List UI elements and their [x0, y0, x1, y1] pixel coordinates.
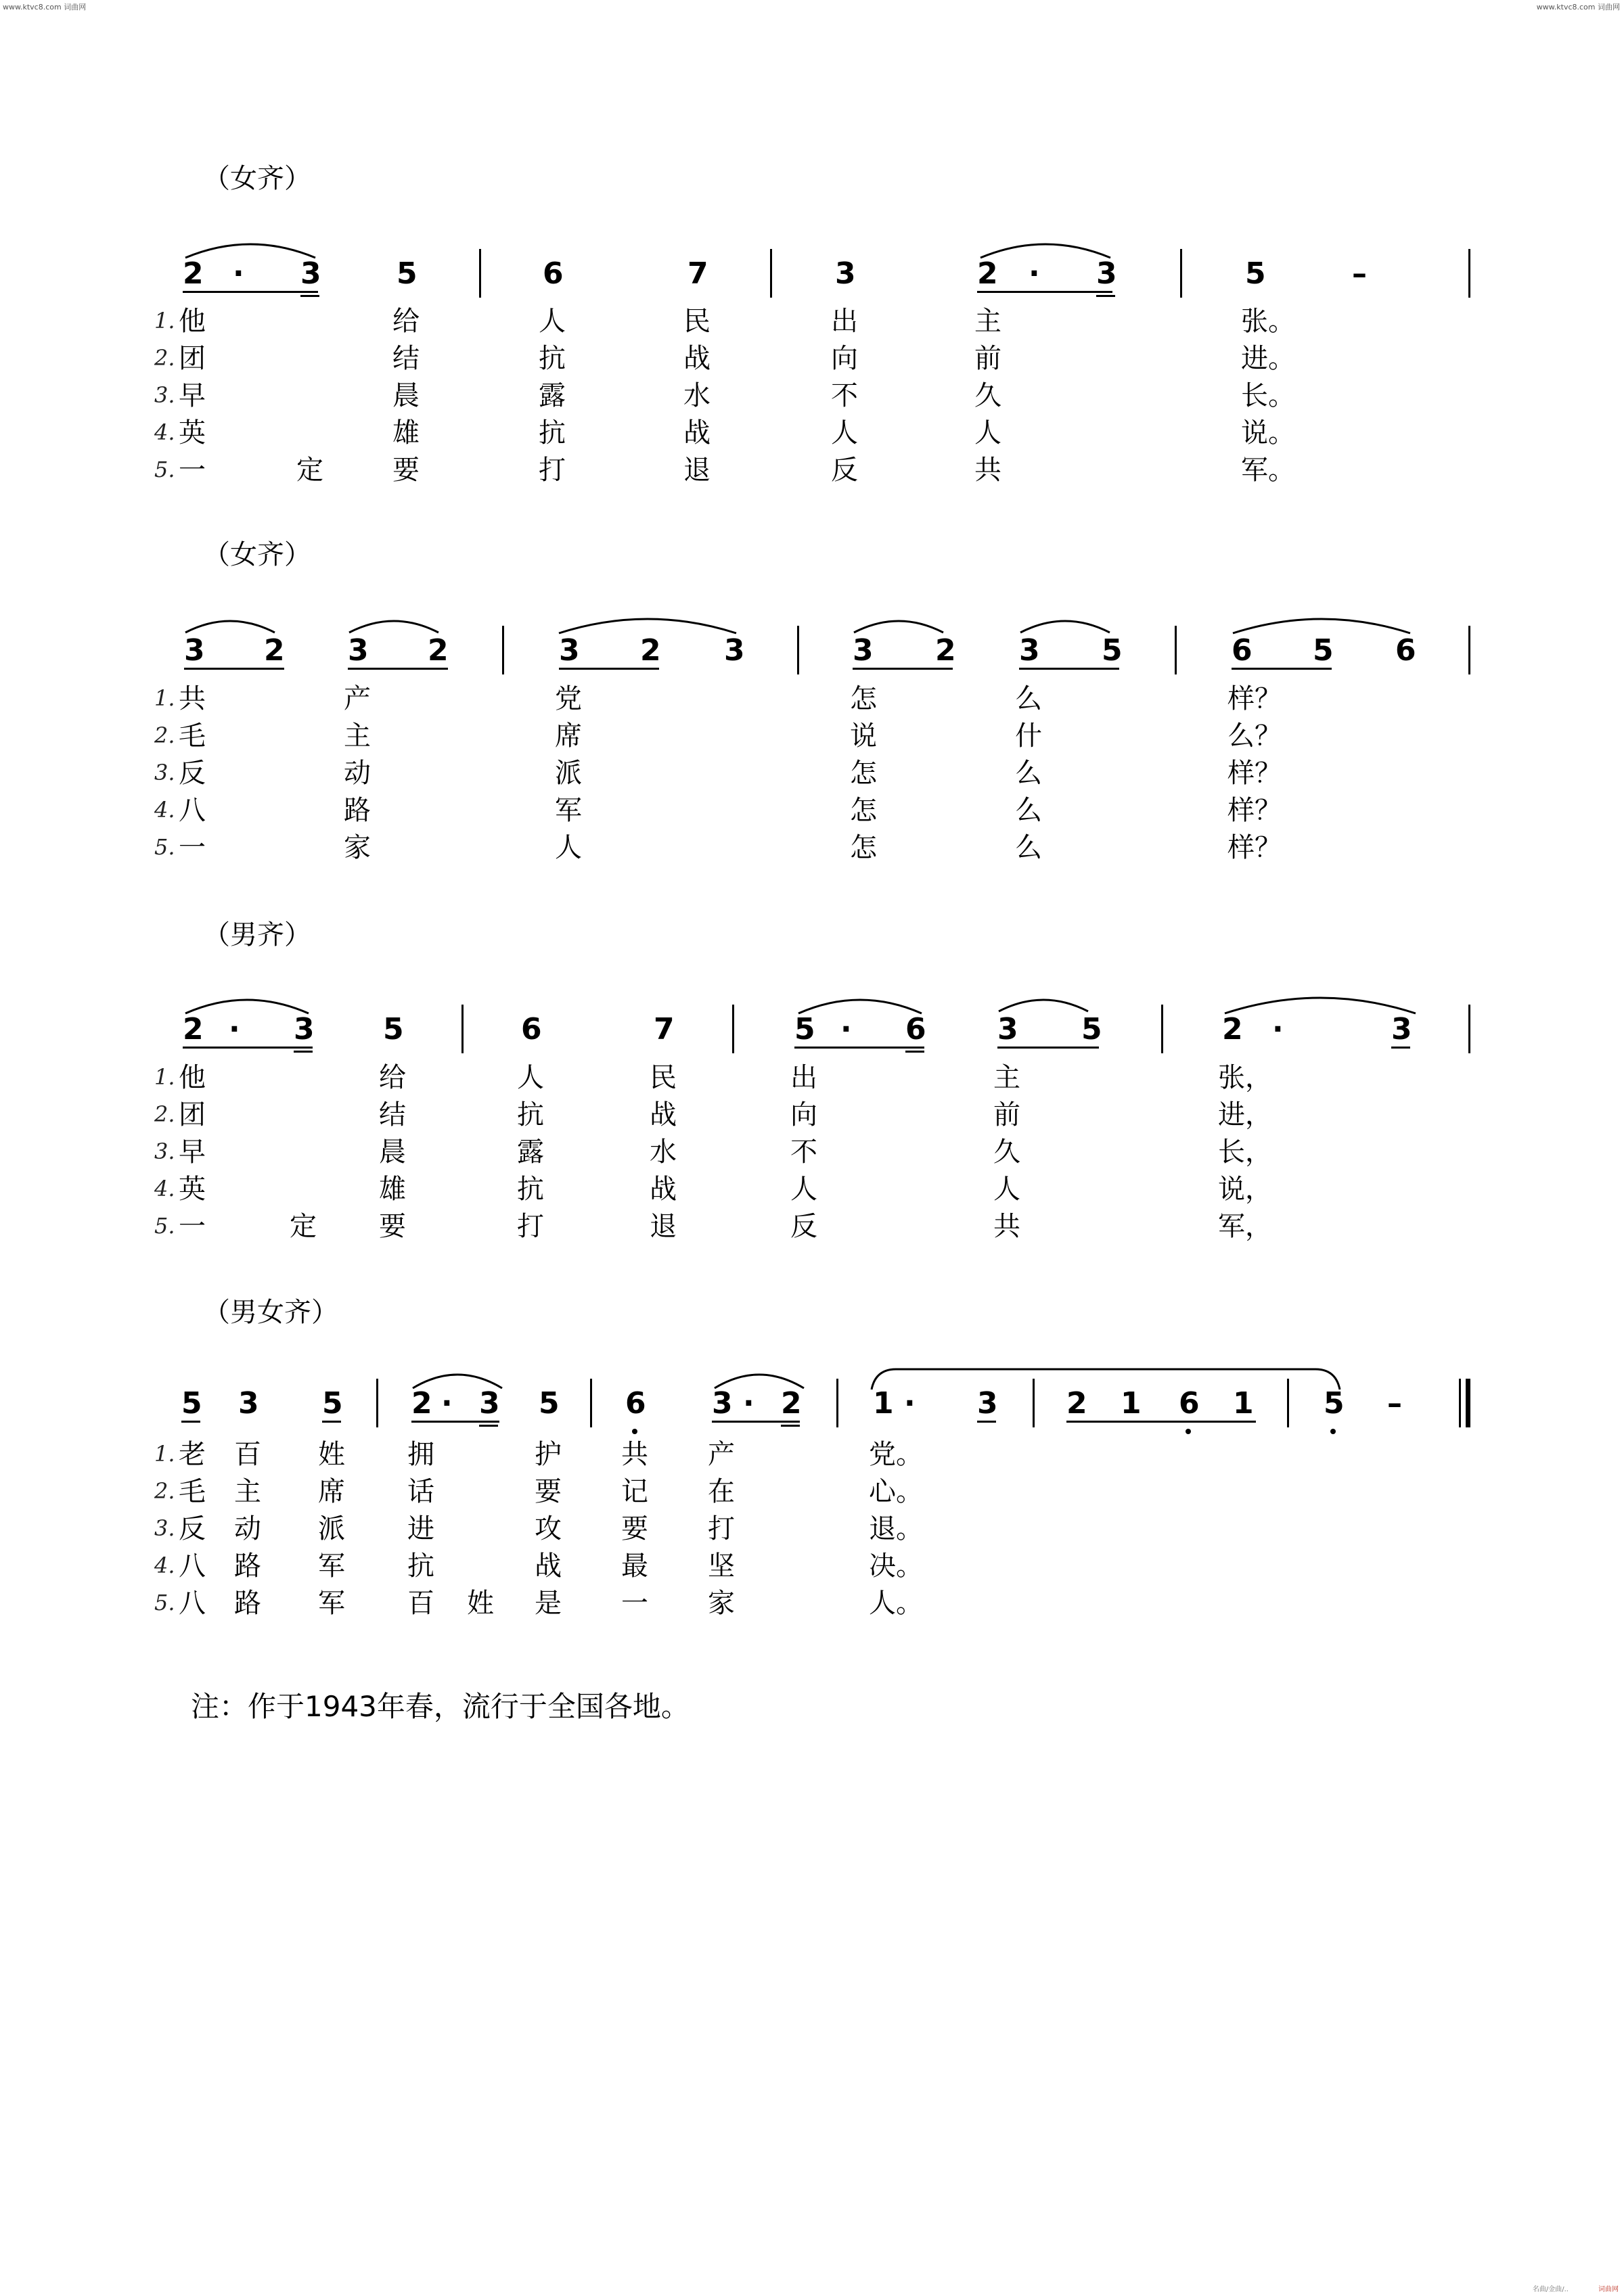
- lyric-char: 共: [974, 455, 1001, 486]
- lyric-char: 说: [850, 720, 877, 752]
- note: 3: [1019, 633, 1040, 668]
- verse-number: 5.: [154, 834, 175, 860]
- lyric-char: 在: [708, 1476, 735, 1507]
- note: 5: [397, 256, 418, 291]
- lyric-char: 主: [234, 1476, 261, 1507]
- lyric-char: 人: [790, 1174, 817, 1205]
- lyric-char: 样？: [1227, 795, 1282, 826]
- slur: [1222, 986, 1418, 1016]
- lyric-char: 心。: [869, 1476, 923, 1507]
- underline: [1096, 295, 1115, 297]
- augmentation-dot: ·: [1029, 256, 1040, 291]
- lyric-char: 人: [555, 832, 582, 863]
- augmentation-dot: ·: [1272, 1012, 1284, 1047]
- lyric-char: 家: [344, 832, 371, 863]
- underline: [712, 1421, 800, 1423]
- lyric-char: 军。: [1241, 455, 1295, 486]
- note: 5: [539, 1386, 560, 1421]
- lyric-char: 打: [539, 455, 566, 486]
- lyric-char: 毛: [179, 720, 206, 752]
- note: 2: [428, 633, 449, 668]
- lyric-char: 共: [993, 1211, 1020, 1242]
- lyric-char: 英: [179, 1174, 206, 1205]
- note: 3: [1096, 256, 1117, 291]
- lyric-char: 么: [1015, 758, 1042, 789]
- lyric-char: 一: [179, 832, 206, 863]
- note: 5: [1102, 633, 1123, 668]
- lyric-char: 长，: [1218, 1136, 1272, 1168]
- lyric-char: 共: [621, 1439, 648, 1470]
- lyric-char: 毛: [179, 1476, 206, 1507]
- verse-number: 4.: [154, 797, 175, 823]
- underline: [411, 1421, 499, 1423]
- underline: [1019, 668, 1119, 670]
- note: 6: [1179, 1386, 1200, 1421]
- lyric-char: 早: [179, 380, 206, 411]
- lyric-char: 民: [650, 1062, 677, 1093]
- lyric-char: 姓: [318, 1439, 345, 1470]
- lyric-char: 主: [993, 1062, 1020, 1093]
- note: 3: [712, 1386, 733, 1421]
- verse-number: 2.: [154, 722, 175, 748]
- lyric-char: 不: [790, 1136, 817, 1168]
- lyric-char: 晨: [379, 1136, 406, 1168]
- note: 6: [905, 1012, 926, 1047]
- underline: [905, 1051, 924, 1053]
- note: 2: [1222, 1012, 1243, 1047]
- slur: [978, 233, 1113, 260]
- barline: [836, 1379, 838, 1427]
- barline: [376, 1379, 378, 1427]
- lyric-char: 路: [344, 795, 371, 826]
- lyric-char: 什: [1015, 720, 1042, 752]
- lyric-char: 打: [708, 1513, 735, 1544]
- lyric-char: 久: [993, 1136, 1020, 1168]
- lyric-char: 退: [683, 455, 710, 486]
- lyric-char: 退。: [869, 1513, 923, 1544]
- lyric-char: 姓: [467, 1588, 494, 1619]
- underline: [184, 668, 284, 670]
- underline: [1391, 1047, 1410, 1049]
- note: 2: [264, 633, 285, 668]
- note: 5: [1081, 1012, 1102, 1047]
- slur: [556, 609, 739, 636]
- barline: [1468, 1005, 1470, 1053]
- underline: [1232, 668, 1332, 670]
- lyric-char: 军: [318, 1588, 345, 1619]
- underline: [183, 1047, 313, 1049]
- underline: [322, 1421, 341, 1423]
- lyric-char: 要: [392, 455, 420, 486]
- lyric-char: 路: [234, 1551, 261, 1582]
- lyric-char: 前: [974, 343, 1001, 374]
- underline: [997, 1047, 1099, 1049]
- lyric-char: 一: [621, 1588, 648, 1619]
- lyric-char: 英: [179, 417, 206, 449]
- augmentation-dot: ·: [229, 1012, 240, 1047]
- verse-number: 4.: [154, 419, 175, 445]
- header-right-watermark: www.ktvc8.com 词曲网: [1536, 3, 1620, 12]
- augmentation-dot: ·: [743, 1386, 754, 1421]
- lyric-char: 水: [650, 1136, 677, 1168]
- note: 6: [1232, 633, 1253, 668]
- underline: [348, 668, 448, 670]
- barline: [732, 1005, 734, 1053]
- lyric-char: 是: [535, 1588, 562, 1619]
- note: 5: [794, 1012, 815, 1047]
- note: 3: [997, 1012, 1018, 1047]
- part-label: （男齐）: [203, 919, 311, 950]
- lyric-char: 早: [179, 1136, 206, 1168]
- lower-octave-dot: [1330, 1429, 1336, 1434]
- lyric-char: 战: [650, 1099, 677, 1130]
- barline: [502, 626, 504, 674]
- lyric-char: 记: [621, 1476, 648, 1507]
- lyric-char: 拥: [407, 1439, 434, 1470]
- lyric-char: 主: [344, 720, 371, 752]
- lyric-char: 长。: [1241, 380, 1295, 411]
- header-left-watermark: www.ktvc8.com 词曲网: [3, 3, 87, 12]
- note: 3: [479, 1386, 500, 1421]
- lyric-char: 要: [621, 1513, 648, 1544]
- lyric-char: 动: [344, 758, 371, 789]
- note: 3: [835, 256, 856, 291]
- note: 6: [625, 1386, 646, 1421]
- verse-number: 3.: [154, 1139, 175, 1164]
- lyric-char: 张。: [1241, 306, 1295, 337]
- barline: [1468, 249, 1470, 298]
- lyric-char: 样？: [1227, 683, 1282, 714]
- lyric-char: 八: [179, 795, 206, 826]
- lyric-char: 怎: [850, 683, 877, 714]
- verse-number: 2.: [154, 345, 175, 371]
- lyric-char: 么？: [1227, 720, 1282, 752]
- lyric-char: 一: [179, 1211, 206, 1242]
- lyric-char: 结: [379, 1099, 406, 1130]
- lyric-char: 坚: [708, 1551, 735, 1582]
- note: 2: [183, 256, 204, 291]
- footer-left-watermark: 名曲/金曲/..: [1532, 2286, 1569, 2293]
- lyric-char: 么: [1015, 832, 1042, 863]
- lyric-char: 反: [790, 1211, 817, 1242]
- barline: [1468, 626, 1470, 674]
- slur: [1230, 609, 1413, 636]
- verse-number: 3.: [154, 1515, 175, 1541]
- lyric-char: 定: [296, 455, 323, 486]
- lyric-char: 战: [650, 1174, 677, 1205]
- lyric-char: 么: [1015, 795, 1042, 826]
- note: –: [1387, 1386, 1402, 1421]
- barline: [1287, 1379, 1289, 1427]
- lyric-char: 话: [407, 1476, 434, 1507]
- note: 5: [383, 1012, 404, 1047]
- lyric-char: 派: [318, 1513, 345, 1544]
- lyric-char: 军，: [1218, 1211, 1272, 1242]
- lyric-char: 怎: [850, 832, 877, 863]
- note: 2: [411, 1386, 432, 1421]
- lyric-char: 人: [974, 417, 1001, 449]
- lyric-char: 抗: [539, 343, 566, 374]
- verse-number: 1.: [154, 1064, 175, 1090]
- lyric-char: 他: [179, 306, 206, 337]
- underline: [1066, 1421, 1256, 1423]
- lyric-char: 进: [407, 1513, 434, 1544]
- lyric-char: 产: [708, 1439, 735, 1470]
- note: 2: [781, 1386, 802, 1421]
- lyric-char: 路: [234, 1588, 261, 1619]
- final-barline-thin: [1459, 1379, 1461, 1427]
- verse-number: 2.: [154, 1478, 175, 1504]
- lyric-char: 人。: [869, 1588, 923, 1619]
- lyric-char: 说。: [1241, 417, 1295, 449]
- note: 2: [935, 633, 956, 668]
- underline: [181, 1421, 200, 1423]
- note: 1: [1233, 1386, 1254, 1421]
- barline: [461, 1005, 464, 1053]
- lyric-char: 派: [555, 758, 582, 789]
- note: 5: [1245, 256, 1266, 291]
- barline: [1175, 626, 1177, 674]
- lyric-char: 反: [179, 1513, 206, 1544]
- slur: [996, 991, 1091, 1014]
- underline: [300, 295, 319, 297]
- augmentation-dot: ·: [441, 1386, 453, 1421]
- footer-right-watermark: 词曲网: [1598, 2286, 1619, 2293]
- lyric-char: 抗: [517, 1099, 544, 1130]
- lyric-char: 席: [318, 1476, 345, 1507]
- lyric-char: 抗: [517, 1174, 544, 1205]
- underline: [977, 1421, 996, 1423]
- lyric-char: 席: [555, 720, 582, 752]
- note: 6: [1395, 633, 1416, 668]
- note: 3: [977, 1386, 998, 1421]
- lyric-char: 怎: [850, 795, 877, 826]
- lyric-char: 样？: [1227, 832, 1282, 863]
- note: 5: [1324, 1386, 1345, 1421]
- lyric-char: 共: [179, 683, 206, 714]
- note: 3: [300, 256, 321, 291]
- note: 1: [873, 1386, 894, 1421]
- lyric-char: 张，: [1218, 1062, 1272, 1093]
- lyric-char: 结: [392, 343, 420, 374]
- note: 1: [1121, 1386, 1142, 1421]
- lyric-char: 久: [974, 380, 1001, 411]
- final-barline-thick: [1466, 1379, 1470, 1427]
- lyric-char: 么: [1015, 683, 1042, 714]
- note: 2: [640, 633, 661, 668]
- verse-number: 1.: [154, 1441, 175, 1467]
- lyric-char: 怎: [850, 758, 877, 789]
- underline: [559, 668, 659, 670]
- part-label: （男女齐）: [203, 1297, 338, 1328]
- lyric-char: 要: [379, 1211, 406, 1242]
- lyric-char: 进。: [1241, 343, 1295, 374]
- note: 7: [687, 256, 708, 291]
- lyric-char: 八: [179, 1551, 206, 1582]
- lower-octave-dot: [1186, 1429, 1191, 1434]
- lyric-char: 反: [179, 758, 206, 789]
- note: 7: [654, 1012, 675, 1047]
- verse-number: 4.: [154, 1176, 175, 1201]
- lyric-char: 决。: [869, 1551, 923, 1582]
- lyric-char: 党。: [869, 1439, 923, 1470]
- lyric-char: 主: [974, 306, 1001, 337]
- lyric-char: 人: [993, 1174, 1020, 1205]
- barline: [1180, 249, 1182, 298]
- lyric-char: 雄: [379, 1174, 406, 1205]
- note: 3: [724, 633, 745, 668]
- slur: [851, 612, 946, 635]
- lyric-char: 最: [621, 1551, 648, 1582]
- note: 3: [348, 633, 369, 668]
- slur: [346, 612, 441, 635]
- underline: [781, 1425, 800, 1427]
- note: 3: [238, 1386, 259, 1421]
- underline: [977, 291, 1112, 293]
- lyric-char: 抗: [539, 417, 566, 449]
- lyric-char: 露: [539, 380, 566, 411]
- underline: [794, 1047, 924, 1049]
- lyric-char: 战: [683, 343, 710, 374]
- augmentation-dot: ·: [233, 256, 244, 291]
- lyric-char: 护: [535, 1439, 562, 1470]
- verse-number: 5.: [154, 1590, 175, 1615]
- lyric-char: 党: [555, 683, 582, 714]
- lyric-char: 水: [683, 380, 710, 411]
- lyric-char: 反: [831, 455, 858, 486]
- augmentation-dot: ·: [840, 1012, 852, 1047]
- lyric-char: 他: [179, 1062, 206, 1093]
- verse-number: 4.: [154, 1553, 175, 1578]
- barline: [479, 249, 481, 298]
- lower-octave-dot: [632, 1429, 637, 1434]
- note: 3: [853, 633, 874, 668]
- lyric-char: 一: [179, 455, 206, 486]
- lyric-char: 动: [234, 1513, 261, 1544]
- verse-number: 5.: [154, 1213, 175, 1239]
- barline: [770, 249, 772, 298]
- lyric-char: 出: [790, 1062, 817, 1093]
- note: 2: [1066, 1386, 1087, 1421]
- lyric-char: 说，: [1218, 1174, 1272, 1205]
- lyric-char: 人: [517, 1062, 544, 1093]
- note: 5: [1313, 633, 1334, 668]
- lyric-char: 战: [535, 1551, 562, 1582]
- verse-number: 2.: [154, 1101, 175, 1127]
- barline: [797, 626, 799, 674]
- lyric-char: 家: [708, 1588, 735, 1619]
- note: 6: [543, 256, 564, 291]
- lyric-char: 老: [179, 1439, 206, 1470]
- part-label: （女齐）: [203, 163, 311, 194]
- lyric-char: 进，: [1218, 1099, 1272, 1130]
- note: 2: [977, 256, 998, 291]
- lyric-char: 产: [344, 683, 371, 714]
- verse-number: 5.: [154, 457, 175, 482]
- lyric-char: 退: [650, 1211, 677, 1242]
- underline: [479, 1425, 498, 1427]
- lyric-char: 前: [993, 1099, 1020, 1130]
- lyric-char: 团: [179, 1099, 206, 1130]
- note: 5: [181, 1386, 202, 1421]
- lyric-char: 军: [555, 795, 582, 826]
- note: 3: [294, 1012, 315, 1047]
- augmentation-dot: ·: [904, 1386, 916, 1421]
- lyric-char: 向: [831, 343, 858, 374]
- lyric-char: 抗: [407, 1551, 434, 1582]
- lyric-char: 出: [831, 306, 858, 337]
- slur: [869, 1360, 1343, 1392]
- lyric-char: 要: [535, 1476, 562, 1507]
- lyric-char: 百: [407, 1588, 434, 1619]
- lyric-char: 军: [318, 1551, 345, 1582]
- lyric-char: 攻: [535, 1513, 562, 1544]
- composition-note: 注：作于1943年春，流行于全国各地。: [191, 1690, 690, 1723]
- verse-number: 3.: [154, 382, 175, 408]
- note: 2: [183, 1012, 204, 1047]
- slur: [183, 612, 277, 635]
- note: 3: [1391, 1012, 1412, 1047]
- barline: [1161, 1005, 1163, 1053]
- lyric-char: 雄: [392, 417, 420, 449]
- barline: [1033, 1379, 1035, 1427]
- lyric-char: 给: [379, 1062, 406, 1093]
- verse-number: 1.: [154, 308, 175, 334]
- note: –: [1352, 256, 1367, 291]
- lyric-char: 向: [790, 1099, 817, 1130]
- lyric-char: 八: [179, 1588, 206, 1619]
- lyric-char: 露: [517, 1136, 544, 1168]
- lyric-char: 不: [831, 380, 858, 411]
- lyric-char: 团: [179, 343, 206, 374]
- lyric-char: 战: [683, 417, 710, 449]
- note: 3: [184, 633, 205, 668]
- underline: [294, 1051, 313, 1053]
- verse-number: 1.: [154, 685, 175, 711]
- lyric-char: 人: [539, 306, 566, 337]
- lyric-char: 打: [517, 1211, 544, 1242]
- lyric-char: 晨: [392, 380, 420, 411]
- lyric-char: 民: [683, 306, 710, 337]
- note: 3: [559, 633, 580, 668]
- lyric-char: 百: [234, 1439, 261, 1470]
- lyric-char: 定: [290, 1211, 317, 1242]
- part-label: （女齐）: [203, 539, 311, 570]
- underline: [183, 291, 318, 293]
- lyric-char: 人: [831, 417, 858, 449]
- lyric-char: 给: [392, 306, 420, 337]
- underline: [853, 668, 953, 670]
- slur: [1018, 612, 1112, 635]
- note: 5: [322, 1386, 343, 1421]
- lyric-char: 样？: [1227, 758, 1282, 789]
- note: 6: [521, 1012, 542, 1047]
- barline: [590, 1379, 592, 1427]
- verse-number: 3.: [154, 760, 175, 785]
